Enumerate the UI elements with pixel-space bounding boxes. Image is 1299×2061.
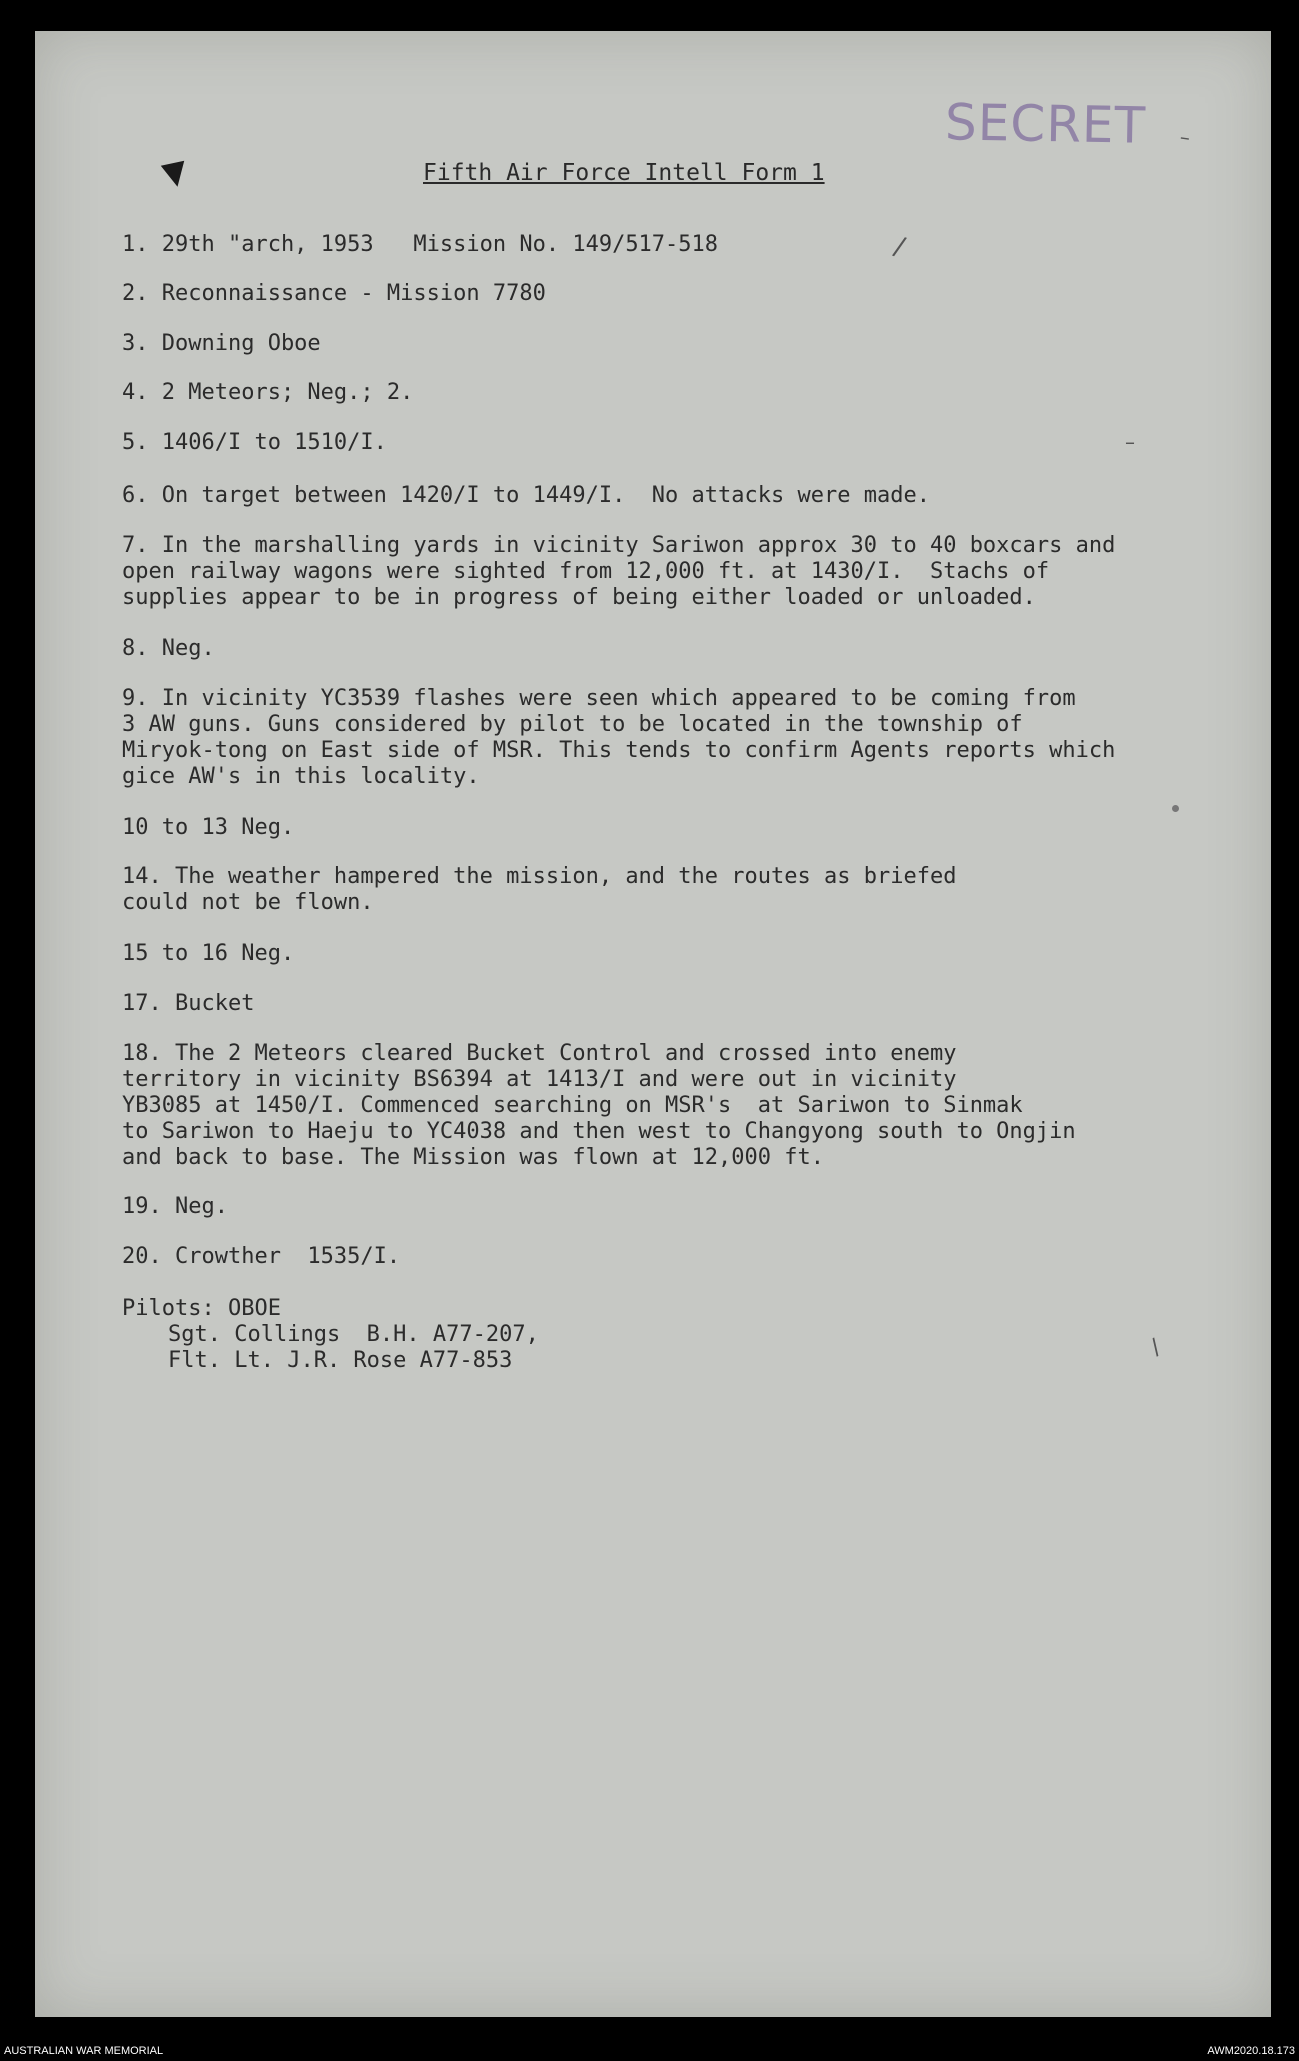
- item-18-line-2: territory in vicinity BS6394 at 1413/I and were out in vicinity: [122, 1067, 957, 1092]
- item-5: 5. 1406/I to 1510/I.: [122, 430, 387, 455]
- item-8: 8. Neg.: [122, 636, 215, 661]
- pencil-tick-icon: /: [890, 231, 909, 263]
- item-18-line-1: 18. The 2 Meteors cleared Bucket Control and crossed into enemy: [122, 1041, 957, 1066]
- item-14-line-2: could not be flown.: [122, 890, 374, 915]
- document-page: [35, 31, 1271, 2017]
- item-3: 3. Downing Oboe: [122, 331, 321, 356]
- item-18-line-5: and back to base. The Mission was flown at 12,000 ft.: [122, 1145, 824, 1170]
- archive-reference: AWM2020.18.173: [1207, 2045, 1295, 2057]
- pilot-2: Flt. Lt. J.R. Rose A77-853: [168, 1348, 513, 1373]
- item-18-line-4: to Sariwon to Haeju to YC4038 and then west to Changyong south to Ongjin: [122, 1119, 1076, 1144]
- pencil-dash-icon: –: [1125, 430, 1135, 454]
- item-15-16: 15 to 16 Neg.: [122, 941, 295, 966]
- pilots-heading: Pilots: OBOE: [122, 1296, 281, 1321]
- item-1: 1. 29th "arch, 1953 Mission No. 149/517-518: [122, 232, 719, 257]
- item-9-line-1: 9. In vicinity YC3539 flashes were seen which appeared to be coming from: [122, 686, 1076, 711]
- archive-credit: AUSTRALIAN WAR MEMORIAL: [4, 2045, 164, 2057]
- item-19: 19. Neg.: [122, 1194, 228, 1219]
- item-14-line-1: 14. The weather hampered the mission, and the routes as briefed: [122, 864, 957, 889]
- item-2: 2. Reconnaissance - Mission 7780: [122, 281, 546, 306]
- pilot-1: Sgt. Collings B.H. A77-207,: [168, 1322, 539, 1347]
- item-9-line-2: 3 AW guns. Guns considered by pilot to be located in the township of: [122, 712, 1023, 737]
- item-17: 17. Bucket: [122, 991, 255, 1016]
- punch-hole-mark-icon: [161, 161, 189, 189]
- item-9-line-4: gice AW's in this locality.: [122, 764, 480, 789]
- item-7-line-2: open railway wagons were sighted from 12,000 ft. at 1430/I. Stachs of: [122, 559, 1050, 584]
- form-title: Fifth Air Force Intell Form 1: [423, 160, 825, 186]
- item-6: 6. On target between 1420/I to 1449/I. No attacks were made.: [122, 483, 930, 508]
- secret-stamp: SECRET: [944, 93, 1147, 155]
- item-20: 20. Crowther 1535/I.: [122, 1244, 401, 1269]
- item-4: 4. 2 Meteors; Neg.; 2.: [122, 380, 414, 405]
- item-9-line-3: Miryok-tong on East side of MSR. This tends to confirm Agents reports which: [122, 738, 1116, 763]
- item-7-line-1: 7. In the marshalling yards in vicinity Sariwon approx 30 to 40 boxcars and: [122, 533, 1116, 558]
- pencil-dash-icon: –: [1178, 124, 1192, 150]
- ink-dot-icon: [1172, 805, 1179, 812]
- pencil-tick-icon: /: [1146, 1334, 1166, 1361]
- item-18-line-3: YB3085 at 1450/I. Commenced searching on MSR's at Sariwon to Sinmak: [122, 1093, 1023, 1118]
- item-7-line-3: supplies appear to be in progress of being either loaded or unloaded.: [122, 585, 1036, 610]
- item-10-13: 10 to 13 Neg.: [122, 815, 295, 840]
